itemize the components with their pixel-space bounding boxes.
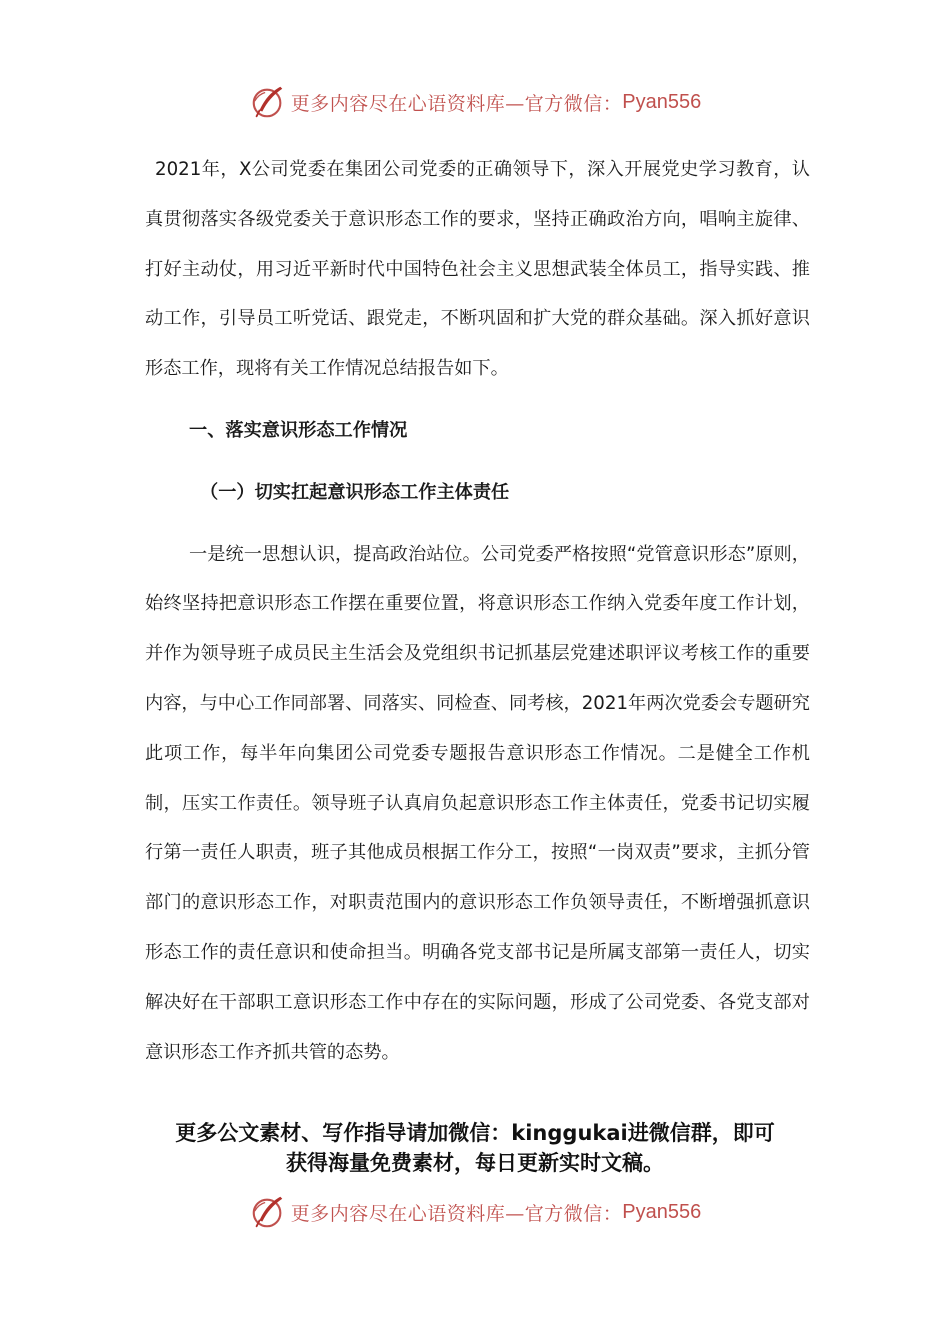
header-banner-text: 更多内容尽在心语资料库—官方微信： (290, 92, 623, 115)
subsection-heading: （一）切实扛起意识形态工作主体责任 (200, 481, 510, 503)
document-body (145, 145, 810, 1077)
footer-banner (0, 1192, 950, 1232)
body-paragraph: 一是统一思想认识，提高政治站位。公司党委严格按照“党管意识形态”原则，始终坚持把意识形态工作摆在重要位置，将意识形态工作纳入党委年度工作计划，并作为领导班子成员民主生活会及党组织书记抓基层党建述职评议考核工作的重要内容，与中心工作同部署、同落实、同检查、同考核，2021年两次党委会专题研究此项工作，每半年向集团公司党委专题报告意识形态工作情况。二是健全工作机制，压实工作责任。领导班子认真肩负起意识形态工作主体责任，党委书记切实履行第一责任人职责，班子其他成员根据工作分工，按照“一岗双责”要求，主抓分管部门的意识形态工作，对职责范围内的意识形态工作负领导责任，不断增强抓意识形态工作的责任意识和使命担当。明确各党支部书记是所属支部第一责任人，切实解决好在干部职工意识形态工作中存在的实际问题，形成了公司党委、各党支部对意识形态工作齐抓共管的态势。 (145, 543, 810, 1063)
header-banner (0, 82, 950, 122)
section-heading: 一、落实意识形态工作情况 (189, 419, 408, 441)
header-banner-contact: Pyan556 (622, 90, 702, 113)
intro-paragraph: 2021年，X公司党委在集团公司党委的正确领导下，深入开展党史学习教育，认真贯彻落实各级党委关于意识形态工作的要求，坚持正确政治方向，唱响主旋律、打好主动仗，用习近平新时代中国特色社会主义思想武装全体员工，指导实践、推动工作，引导员工听党话、跟党走，不断巩固和扩大党的群众基础。深入抓好意识形态工作，现将有关工作情况总结报告如下。 (145, 159, 810, 380)
footer-banner-text: 更多内容尽在心语资料库—官方微信： (290, 1202, 623, 1225)
quill-logo-icon (249, 1193, 287, 1231)
footer-banner-contact: Pyan556 (622, 1200, 702, 1223)
promo-notice (140, 1118, 810, 1178)
promo-line-1: 更多公文素材、写作指导请加微信：kinggukai进微信群，即可 (175, 1121, 775, 1145)
promo-line-2: 获得海量免费素材，每日更新实时文稿。 (286, 1151, 664, 1175)
quill-logo-icon (249, 83, 287, 121)
